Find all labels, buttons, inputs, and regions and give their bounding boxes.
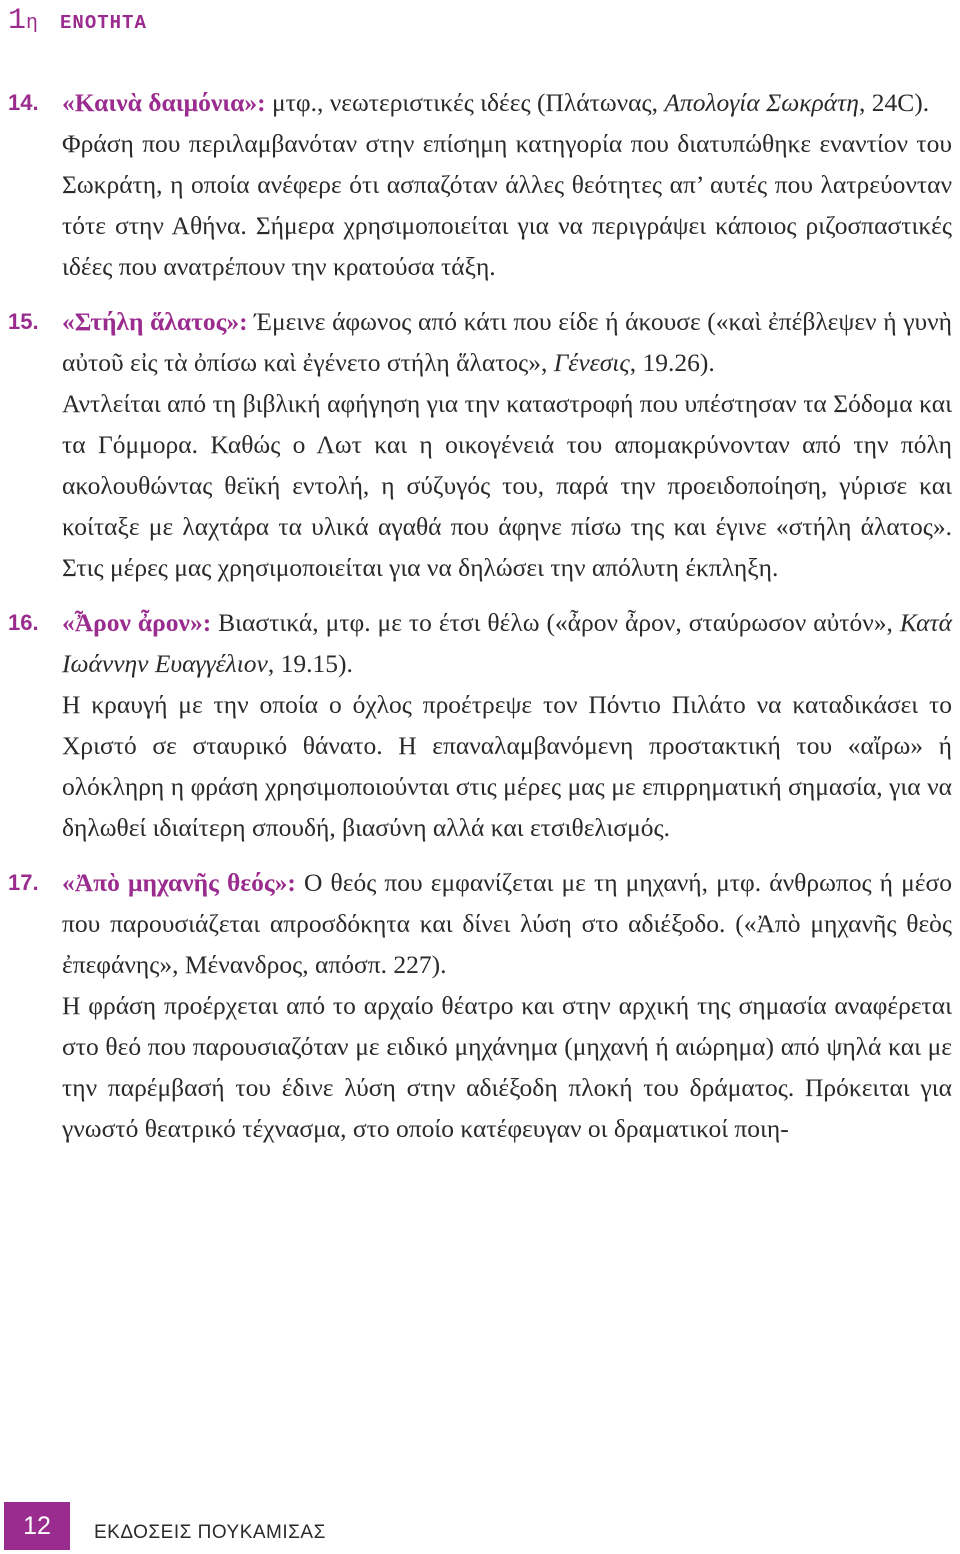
entry-term: «Στήλη ἅλατος»: [62, 307, 248, 336]
entry-lead-end: , 24C). [858, 88, 930, 117]
entry-lead: Βιαστικά, μτφ. με το έτσι θέλω («ἆρον ἆρον, σταύρωσον αὐτόν», [211, 608, 900, 637]
entry-number: 17. [8, 870, 39, 895]
entry-number: 14. [8, 90, 39, 115]
entry-definition [62, 602, 952, 684]
entry-term: «Ἀπὸ μηχανῆς θεός»: [62, 868, 296, 897]
entry-body: Η φράση προέρχεται από το αρχαίο θέατρο και στην αρχική της σημασία αναφέρεται στο θεό που παρουσιαζόταν με ειδικό μηχάνημα (μηχανή ή αιώρημα) από ψηλά και με την παρέμβασή του έδινε λύση στην αδιέξοδη πλοκή του δράματος. Πρόκειται για γνωστό θεατρικό τέχνασμα, στο οποίο κατέφευγαν οι δραματικοί ποιη- [62, 991, 952, 1143]
entry-lead: μτφ., νεωτεριστικές ιδέες (Πλάτωνας, [265, 88, 665, 117]
entry-lead-end: , 19.15). [267, 649, 353, 678]
entry-body: Φράση που περιλαμβανόταν στην επίσημη κατηγορία που διατυπώθηκε εναντίον του Σωκράτη, η οποία ανέφερε ότι ασπαζόταν άλλες θεότητες απ’ αυτές που λατρεύονταν τότε στην Αθήνα. Σήμερα χρησιμοποιείται για να περιγράψει κάποιος ριζοσπαστικές ιδέες που ανατρέπουν την κρατούσα τάξη. [62, 129, 952, 281]
entry-lead: Ο θεός που εμφανίζεται με τη μηχανή, μτφ. άνθρωπος ή μέσο που παρουσιάζεται απροσδόκητα και δίνει λύση στο αδιέξοδο. («Ἀπὸ μηχανῆς θεὸς ἐπεφάνης», Μένανδρος, απόσπ. 227). [62, 868, 952, 979]
entry-lead-end: , 19.26). [629, 348, 715, 377]
entry-source: Γένεσις [553, 348, 630, 377]
entry-term: «Καινὰ δαιμόνια»: [62, 88, 266, 117]
entry-15 [0, 301, 960, 588]
entry-term: «Ἆρον ἆρον»: [62, 608, 212, 637]
entry-14 [0, 82, 960, 287]
page-content [0, 82, 960, 1149]
entry-lead: Έμεινε άφωνος από κάτι που είδε ή άκουσε («καὶ ἐπέβλεψεν ἡ γυνὴ αὐτοῦ εἰς τὰ ὀπίσω καὶ ἐγένετο στήλη ἅλατος», [62, 307, 952, 377]
entry-definition [62, 301, 952, 383]
entry-source: Κατά Ιωάννην Ευαγγέλιον [62, 608, 952, 678]
section-number-suffix: η [26, 12, 39, 35]
entry-source: Απολογία Σωκράτη [664, 88, 859, 117]
page-number-badge: 12 [4, 1502, 70, 1550]
entry-body: Η κραυγή με την οποία ο όχλος προέτρεψε τον Πόντιο Πιλάτο να καταδικάσει το Χριστό σε σταυρικό θάνατο. Η επαναλαμβανόμενη προστακτική του «αἴρω» ή ολόκληρη η φράση χρησιμοποιούνται στις μέρες μας με επιρρηματική σημασία, για να δηλωθεί ιδιαίτερη σπουδή, βιασύνη αλλά και ετσιθελισμός. [62, 690, 952, 842]
entry-number: 16. [8, 610, 39, 635]
entry-definition [62, 862, 952, 985]
section-title: ΕΝΟΤΗΤΑ [60, 12, 147, 34]
section-number: 1 [8, 4, 27, 38]
entry-body: Αντλείται από τη βιβλική αφήγηση για την καταστροφή που υπέστησαν τα Σόδομα και τα Γόμμορα. Καθώς ο Λωτ και η οικογένειά του απομακρύνονταν από την πόλη ακολουθώντας θεϊκή εντολή, η σύζυγός του, παρά την προειδοποίηση, γύρισε και κοίταξε με λαχτάρα τα υλικά αγαθά που άφηνε πίσω της και έγινε «στήλη άλατος». Στις μέρες μας χρησιμοποιείται για να δηλώσει την απόλυτη έκπληξη. [62, 389, 952, 582]
entry-16 [0, 602, 960, 848]
page-footer [4, 1502, 326, 1550]
entry-definition [62, 82, 952, 123]
publisher-name: ΕΚΔΟΣΕΙΣ ΠΟΥΚΑΜΙΣΑΣ [94, 1522, 326, 1543]
entry-17 [0, 862, 960, 1149]
section-header [8, 4, 147, 38]
entry-number: 15. [8, 309, 39, 334]
